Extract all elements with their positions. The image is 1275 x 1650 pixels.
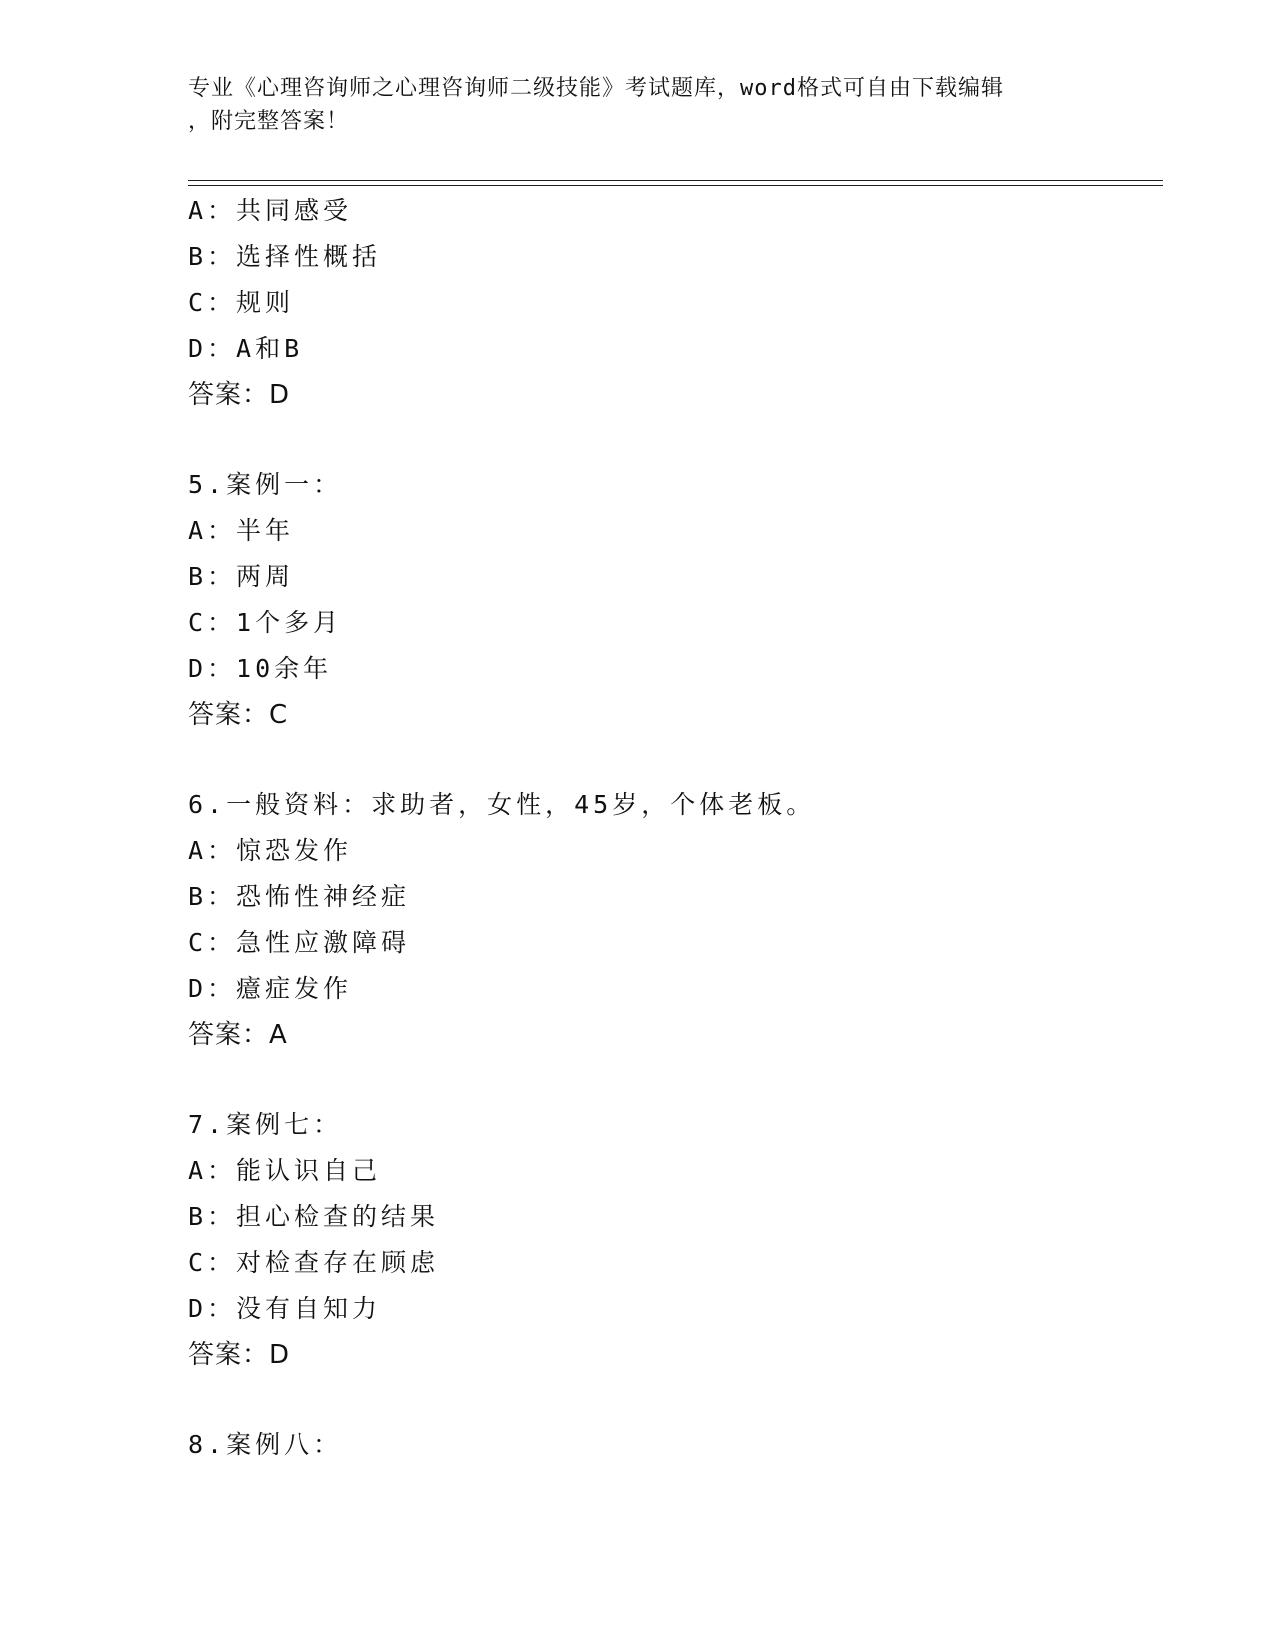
question-block [188, 1422, 1163, 1468]
option-b: B：选择性概括 [188, 242, 382, 271]
option-b: B：恐怖性神经症 [188, 882, 411, 911]
spacer [188, 1378, 1163, 1422]
option-b: B：担心检查的结果 [188, 1202, 440, 1231]
question-text: 7.案例七： [188, 1110, 343, 1139]
option-c: C：规则 [188, 288, 295, 317]
question-block [188, 462, 1163, 738]
answer-line: 答案：D [188, 1340, 291, 1370]
option-d: D：癔症发作 [188, 974, 353, 1003]
question-text: 5.案例一： [188, 470, 343, 499]
question-text: 8.案例八： [188, 1430, 343, 1459]
question-block [188, 1102, 1163, 1378]
option-d: D：没有自知力 [188, 1294, 382, 1323]
question-text: 6.一般资料：求助者，女性，45岁，个体老板。 [188, 790, 816, 819]
option-c: C：对检查存在顾虑 [188, 1248, 440, 1277]
question-block [188, 188, 1163, 418]
spacer [188, 1058, 1163, 1102]
document-header [188, 72, 1088, 138]
option-c: C：急性应激障碍 [188, 928, 411, 957]
question-list [188, 188, 1163, 1468]
option-a: A：共同感受 [188, 196, 353, 225]
answer-line: 答案：A [188, 1020, 288, 1050]
answer-line: 答案：C [188, 700, 289, 730]
option-d: D：A和B [188, 334, 304, 363]
question-block [188, 782, 1163, 1058]
header-divider-top [188, 180, 1163, 181]
header-divider-bottom [188, 185, 1163, 186]
option-d: D：10余年 [188, 654, 333, 683]
option-a: A：半年 [188, 516, 295, 545]
option-a: A：惊恐发作 [188, 836, 353, 865]
answer-line: 答案：D [188, 380, 291, 410]
header-line-1: 专业《心理咨询师之心理咨询师二级技能》考试题库，word格式可自由下载编辑 [188, 76, 1004, 101]
header-line-2: ，附完整答案！ [188, 109, 350, 134]
spacer [188, 418, 1163, 462]
option-c: C：1个多月 [188, 608, 343, 637]
option-a: A：能认识自己 [188, 1156, 382, 1185]
option-b: B：两周 [188, 562, 295, 591]
spacer [188, 738, 1163, 782]
